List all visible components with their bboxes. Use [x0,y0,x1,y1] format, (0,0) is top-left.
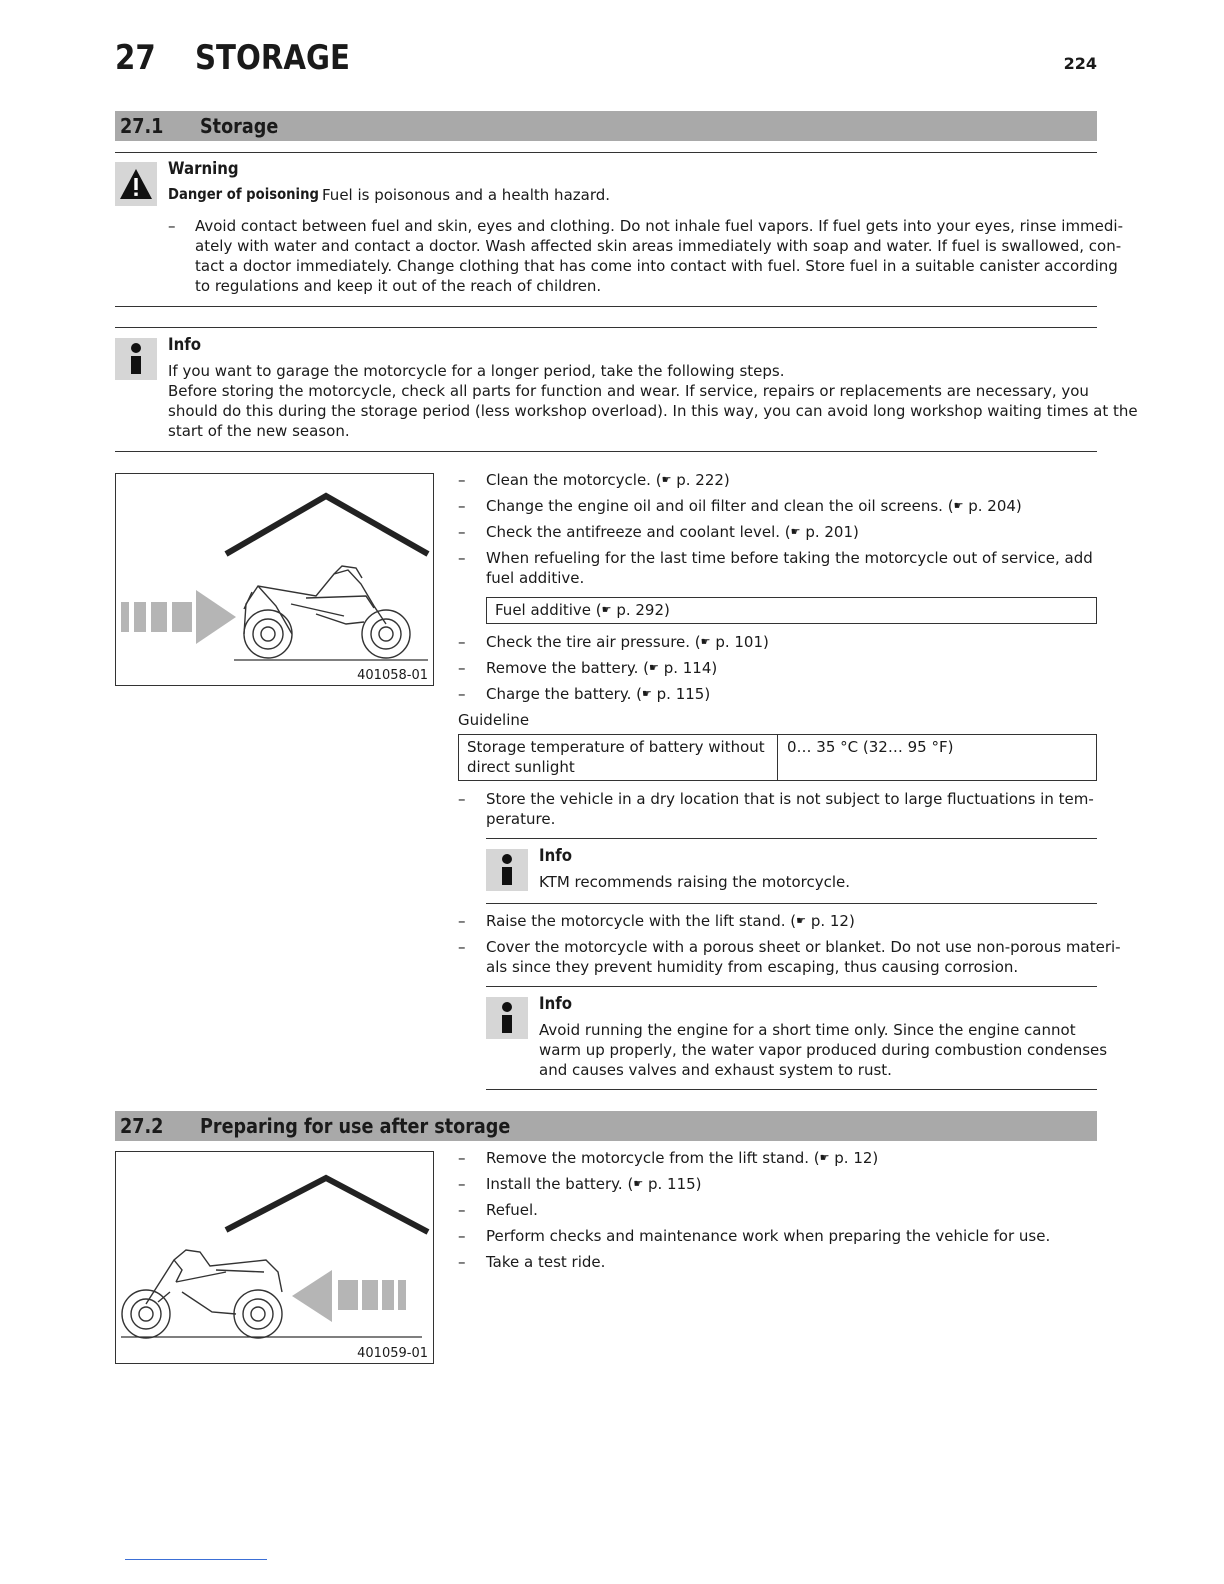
section-heading-preparing [115,1111,1097,1141]
page-reference-link[interactable]: p. 12) [834,1149,879,1167]
table-cell-label: Storage temperature of battery without direct sunlight [467,738,765,776]
text-line: Store the vehicle in a dry location that is not subject to large fluctuations in tem- [486,790,1094,808]
fuel-additive-box: Fuel additive (☛ p. 292) [486,597,1097,624]
section-title: Preparing for use after storage [200,1114,511,1138]
divider [486,986,1097,987]
text-line: fuel additive. [486,569,585,587]
warning-icon [115,162,157,206]
warning-label: Danger of poisoning [168,185,319,203]
section-heading-storage [115,111,1097,141]
page-reference-link[interactable]: p. 115) [656,685,711,703]
info-icon [486,849,528,891]
info-icon [486,997,528,1039]
garage-illustration [116,474,433,685]
info-heading: Info [539,994,573,1014]
text-line: to regulations and keep it out of the reach of children. [195,277,602,295]
text-line: Avoid contact between fuel and skin, eyes and clothing. Do not inhale fuel vapors. If fuel gets into your eyes, rinse immedi- [195,217,1123,235]
chapter-title: STORAGE [195,38,350,78]
figure-caption: 401059-01 [357,1346,428,1361]
hand-pointer-icon: ☛ [649,661,659,674]
hand-pointer-icon: ☛ [641,687,652,700]
divider [115,451,1097,452]
page-number: 224 [1063,54,1097,73]
hand-pointer-icon: ☛ [601,603,612,616]
page-reference-link[interactable]: p. 101) [715,633,769,651]
page-reference-link[interactable]: p. 201) [805,523,859,541]
guideline-label: Guideline [458,711,530,729]
warning-heading: Warning [168,159,239,179]
garage-exit-illustration [116,1152,433,1363]
section-title: Storage [200,114,279,138]
divider [115,152,1097,153]
hand-pointer-icon: ☛ [796,914,807,927]
page-reference-link[interactable]: p. 222) [676,471,730,489]
text-line: Avoid running the engine for a short time only. Since the engine cannot [539,1021,1076,1039]
info-text [539,1020,1107,1080]
figure-garage-storage [115,473,434,686]
hand-pointer-icon: ☛ [953,499,964,512]
figure-caption: 401058-01 [357,668,428,683]
info-icon [115,338,157,380]
info-text: KTM recommends raising the motorcycle. [539,873,851,891]
info-heading: Info [168,335,202,355]
warning-text: Fuel is poisonous and a health hazard. [322,186,611,204]
text-line: als since they prevent humidity from escaping, thus causing corrosion. [486,958,1019,976]
hand-pointer-icon: ☛ [633,1177,644,1190]
divider [486,903,1097,904]
text-line: Cover the motorcycle with a porous sheet or blanket. Do not use non-porous materi- [486,938,1121,956]
section-number: 27.2 [120,1114,164,1138]
text-line: If you want to garage the motorcycle for a longer period, take the following steps. [168,362,785,380]
page-reference-link[interactable]: p. 114) [663,659,718,677]
section-number: 27.1 [120,114,164,138]
divider [486,1089,1097,1090]
page-reference-link[interactable]: p. 292) [616,601,670,619]
hand-pointer-icon: ☛ [661,473,672,486]
divider [486,838,1097,839]
text-line: and causes valves and exhaust system to rust. [539,1061,892,1079]
warning-bullet [195,216,1123,296]
chapter-number: 27 [115,38,156,78]
text-line: should do this during the storage period (less workshop overload). In this way, you can avoid long workshop waiting times at the [168,402,1138,420]
table-divider [777,735,778,780]
info-heading: Info [539,846,573,866]
text-line: When refueling for the last time before taking the motorcycle out of service, add [486,549,1093,567]
hand-pointer-icon: ☛ [819,1151,830,1164]
info-text [168,361,1138,441]
guideline-table [458,734,1097,781]
text-line: ately with water and contact a doctor. Wash affected skin areas immediately with soap and water. If fuel is swallowed, con- [195,237,1122,255]
text-line: tact a doctor immediately. Change clothing that has come into contact with fuel. Store fuel in a suitable canister according [195,257,1118,275]
bullet-dash: – [168,217,176,235]
hand-pointer-icon: ☛ [790,525,801,538]
page-reference-link[interactable]: p. 115) [647,1175,702,1193]
table-cell-value: 0… 35 °C (32… 95 °F) [787,738,954,756]
text-line: perature. [486,810,556,828]
text-line: warm up properly, the water vapor produced during combustion condenses [539,1041,1108,1059]
text-line: start of the new season. [168,422,350,440]
figure-garage-exit [115,1151,434,1364]
page-reference-link[interactable]: p. 204) [968,497,1022,515]
divider [115,306,1097,307]
text-line: Before storing the motorcycle, check all parts for function and wear. If service, repairs or replacements are necessary, you [168,382,1089,400]
hand-pointer-icon: ☛ [700,635,711,648]
footer-rule [125,1559,267,1560]
page-reference-link[interactable]: p. 12) [810,912,855,930]
divider [115,327,1097,328]
